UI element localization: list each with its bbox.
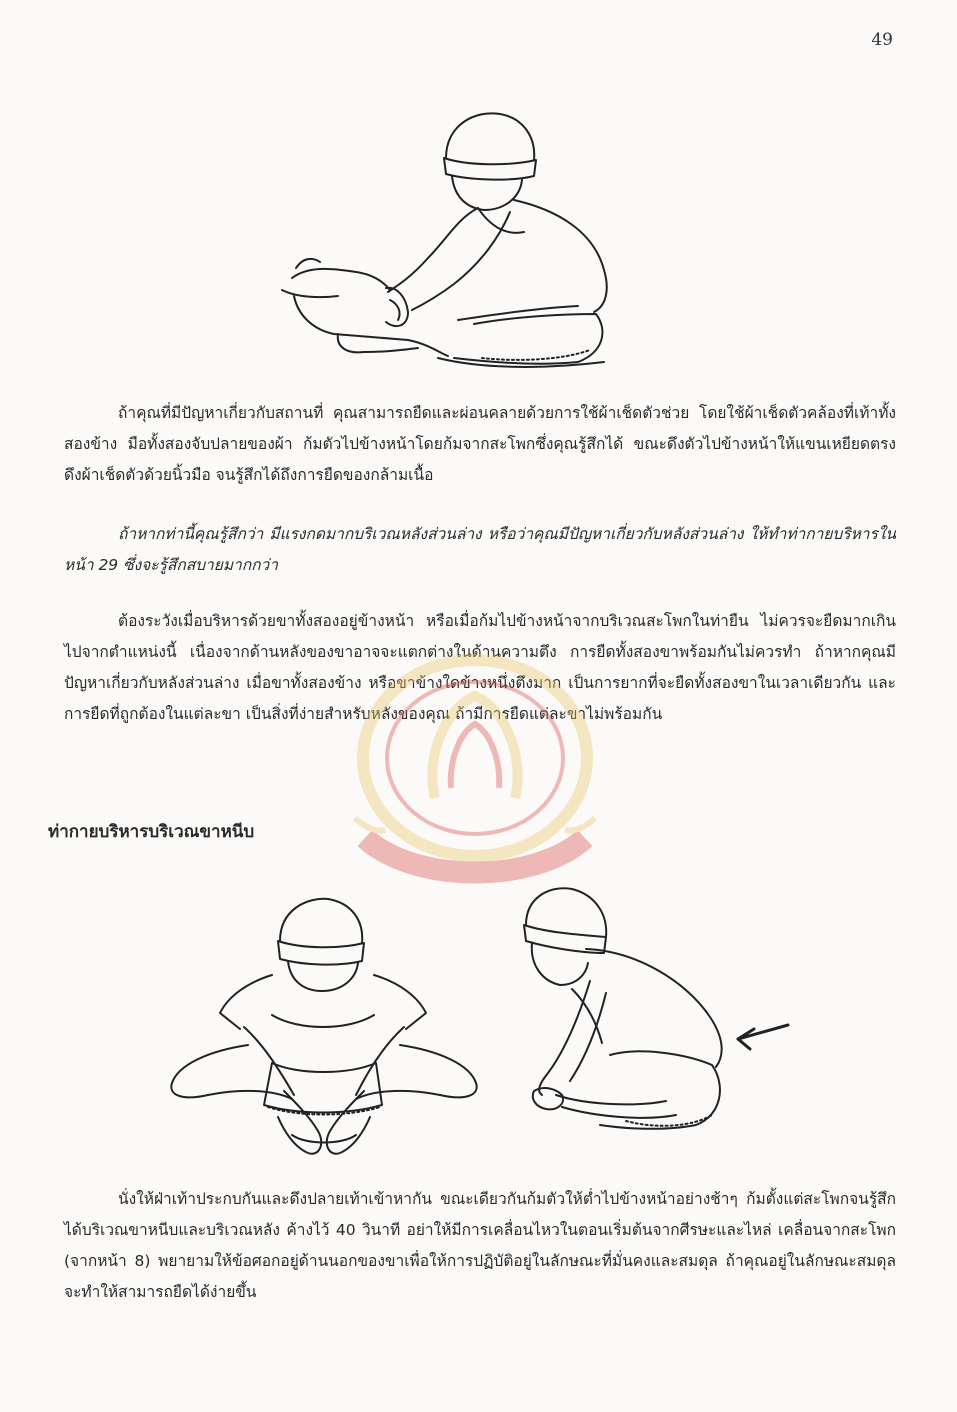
seated-towel-stretch-illustration (278, 100, 624, 390)
paragraph-towel-stretch: ถ้าคุณที่มีปัญหาเกี่ยวกับสถานที่ คุณสามารถยืดและผ่อนคลายด้วยการใช้ผ้าเช็ดตัวช่วย โดยใช้ผ้าเช็ดตัวคล้องที่เท้าทั้งสองข้าง มือทั้งสองจับปลายของผ้า ก้มตัวไปข้างหน้าโดยก้มจากสะโพกซึ่งคุณรู้สึกได้ ขณะดึงตัวไปข้างหน้าให้แขนเหยียดตรง ดึงผ้าเช็ดตัวด้วยนิ้วมือ จนรู้สึกได้ถึงการยืดของกล้ามเนื้อ (64, 404, 896, 484)
butterfly-stretch-side-illustration (516, 885, 798, 1169)
left-arrow-icon (738, 1029, 754, 1049)
page-number: 49 (871, 30, 893, 50)
section-heading: ท่ากายบริหารบริเวณขาหนีบ (48, 822, 255, 842)
paragraph-groin-stretch: นั่งให้ฝ่าเท้าประกบกันและดึงปลายเท้าเข้าหากัน ขณะเดียวกันก้มตัวให้ต่ำไปข้างหน้าอย่างช้าๆ ก้มตั้งแต่สะโพกจนรู้สึกได้บริเวณขาหนีบและบริเวณหลัง ค้างไว้ 40 วินาที อย่าให้มีการเคลื่อนไหวในตอนเริ่มต้นจากศีรษะและไหล่ เคลื่อนจากสะโพก (จากหน้า 8) พยายามให้ข้อศอกอยู่ด้านนอกของขาเพื่อให้การปฏิบัติอยู่ในลักษณะที่มั่นคงและสมดุล ถ้าคุณอยู่ในลักษณะสมดุลจะทำให้สามารถยืดได้ง่ายขึ้น (64, 1190, 896, 1301)
paragraph-caution: ต้องระวังเมื่อบริหารด้วยขาทั้งสองอยู่ข้างหน้า หรือเมื่อก้มไปข้างหน้าจากบริเวณสะโพกในท่ายืน ไม่ควรจะยืดมากเกินไปจากตำแหน่งนี้ เนื่องจากด้านหลังของขาอาจจะแตกต่างในด้านความตึง การยืดทั้งสองขาพร้อมกันไม่ควรทำ ถ้าหากคุณมีปัญหาเกี่ยวกับหลังส่วนล่าง เมื่อขาทั้งสองข้าง หรือขาข้างใดข้างหนึ่งตึงมาก เป็นการยากที่จะยืดทั้งสองขาในเวลาเดียวกัน และการยืดที่ถูกต้องในแต่ละขา เป็นสิ่งที่ง่ายสำหรับหลังของคุณ ถ้ามีการยืดแต่ละขาไม่พร้อมกัน (64, 612, 896, 723)
butterfly-stretch-front-illustration (168, 895, 480, 1177)
obec-watermark-seal (325, 648, 625, 888)
paragraph-lower-back-note: ถ้าหากท่านี้คุณรู้สึกว่า มีแรงกดมากบริเวณหลังส่วนล่าง หรือว่าคุณมีปัญหาเกี่ยวกับหลังส่วนล่าง ให้ทำท่ากายบริหารในหน้า 29 ซึ่งจะรู้สึกสบายมากกว่า (64, 525, 896, 574)
